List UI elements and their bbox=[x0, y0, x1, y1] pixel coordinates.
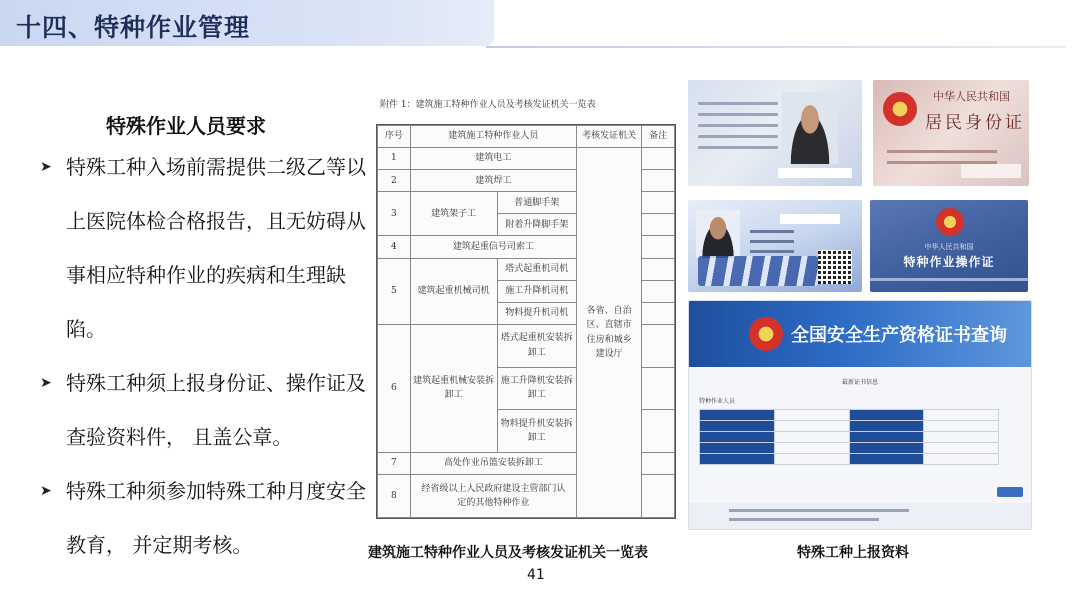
cell-no: 4 bbox=[378, 236, 411, 258]
cell-subitem: 塔式起重机司机 bbox=[497, 258, 576, 280]
national-emblem-icon bbox=[749, 317, 783, 351]
page-title: 十四、特种作业管理 bbox=[16, 13, 251, 42]
cell-remark bbox=[642, 170, 675, 192]
cell-no: 3 bbox=[378, 192, 411, 236]
query-banner bbox=[689, 301, 1031, 367]
photos-caption: 特殊工种上报资料 bbox=[797, 545, 909, 561]
redaction-block bbox=[961, 164, 1021, 178]
id-card-title-text: 居民身份证 bbox=[925, 113, 1025, 133]
cell-no: 7 bbox=[378, 453, 411, 475]
annex-table bbox=[377, 125, 675, 518]
cell-remark bbox=[642, 475, 675, 518]
query-info-grid bbox=[699, 409, 999, 465]
query-print-button bbox=[997, 487, 1023, 497]
table-row bbox=[378, 148, 675, 170]
cell-remark bbox=[642, 192, 675, 214]
bullet-item bbox=[40, 140, 372, 356]
op-card-country-text: 中华人民共和国 bbox=[924, 243, 974, 251]
bullet-item bbox=[40, 356, 372, 464]
qr-code-icon bbox=[818, 250, 852, 284]
query-site-title: 全国安全生产资格证书查询 bbox=[791, 325, 1007, 346]
portrait-image bbox=[696, 210, 740, 258]
redacted-text-lines bbox=[698, 102, 778, 157]
title-bar bbox=[0, 0, 494, 46]
cell-group: 建筑起重机械司机 bbox=[410, 258, 497, 324]
col-header: 序号 bbox=[378, 126, 411, 148]
cell-no: 6 bbox=[378, 324, 411, 452]
cell-group: 建筑起重机械安装拆卸工 bbox=[410, 324, 497, 452]
bullet-text: 特殊工种须参加特殊工种月度安全教育， 并定期考核。 bbox=[66, 479, 366, 557]
query-subtitle: 最新证书信息 bbox=[841, 379, 878, 386]
col-header: 备注 bbox=[642, 126, 675, 148]
cell-subitem: 物料提升机司机 bbox=[497, 302, 576, 324]
query-footer bbox=[689, 503, 1031, 529]
col-header: 建筑施工特种作业人员 bbox=[410, 126, 576, 148]
certificate-query-screenshot bbox=[688, 300, 1032, 530]
bullet-item bbox=[40, 464, 372, 572]
redaction-block bbox=[780, 214, 840, 224]
annex-title: 附件 1：建筑施工特种作业人员及考核发证机关一览表 bbox=[380, 100, 596, 110]
portrait-image bbox=[782, 92, 838, 164]
card-watermark-logo bbox=[698, 256, 818, 286]
cell-name: 建筑焊工 bbox=[410, 170, 576, 192]
cell-no: 8 bbox=[378, 475, 411, 518]
title-divider bbox=[486, 46, 1066, 48]
cell-name: 建筑起重信号司索工 bbox=[410, 236, 576, 258]
redaction-block bbox=[778, 168, 852, 178]
query-section-label: 特种作业人员 bbox=[699, 398, 736, 405]
cell-authority: 各省、自治区、直辖市住房和城乡建设厅 bbox=[576, 148, 641, 518]
cell-no: 5 bbox=[378, 258, 411, 324]
cell-remark bbox=[642, 410, 675, 453]
op-card-title-text: 特种作业操作证 bbox=[903, 255, 995, 269]
cell-subitem: 施工升降机安装拆卸工 bbox=[497, 367, 576, 410]
card-stripe bbox=[870, 278, 1028, 281]
operation-card-cover-photo bbox=[870, 200, 1028, 292]
cell-remark bbox=[642, 148, 675, 170]
operation-card-front-photo bbox=[688, 200, 862, 292]
national-emblem-icon bbox=[936, 208, 964, 236]
cell-name: 高处作业吊篮安装拆卸工 bbox=[410, 453, 576, 475]
cell-remark bbox=[642, 453, 675, 475]
section-heading: 特殊作业人员要求 bbox=[106, 114, 266, 138]
cell-subitem: 普通脚手架 bbox=[497, 192, 576, 214]
id-card-front-photo bbox=[688, 80, 862, 186]
cell-subitem: 施工升降机司机 bbox=[497, 280, 576, 302]
cell-remark bbox=[642, 258, 675, 280]
cell-no: 1 bbox=[378, 148, 411, 170]
annex-table-image bbox=[376, 124, 676, 519]
arrow-bullet-icon: ➤ bbox=[40, 375, 52, 391]
arrow-bullet-icon: ➤ bbox=[40, 483, 52, 499]
query-content bbox=[699, 373, 1021, 465]
cell-remark bbox=[642, 236, 675, 258]
table-caption: 建筑施工特种作业人员及考核发证机关一览表 bbox=[368, 545, 648, 561]
cell-group: 建筑架子工 bbox=[410, 192, 497, 236]
cell-remark bbox=[642, 302, 675, 324]
national-emblem-icon bbox=[883, 92, 917, 126]
cell-no: 2 bbox=[378, 170, 411, 192]
cell-remark bbox=[642, 324, 675, 367]
table-header-row bbox=[378, 126, 675, 148]
cell-subitem: 塔式起重机安装拆卸工 bbox=[497, 324, 576, 367]
cell-name: 建筑电工 bbox=[410, 148, 576, 170]
cell-remark bbox=[642, 280, 675, 302]
bullet-text: 特殊工种入场前需提供二级乙等以上医院体检合格报告，且无妨碍从事相应特种作业的疾病和生理缺陷。 bbox=[66, 155, 366, 341]
cell-subitem: 附着升降脚手架 bbox=[497, 214, 576, 236]
page-number: 41 bbox=[527, 567, 545, 583]
cell-name: 经省级以上人民政府建设主管部门认定的其他特种作业 bbox=[410, 475, 576, 518]
col-header: 考核发证机关 bbox=[576, 126, 641, 148]
bullet-text: 特殊工种须上报身份证、操作证及查验资料件， 且盖公章。 bbox=[66, 371, 366, 449]
arrow-bullet-icon: ➤ bbox=[40, 159, 52, 175]
cell-subitem: 物料提升机安装拆卸工 bbox=[497, 410, 576, 453]
id-card-country-text: 中华人民共和国 bbox=[933, 90, 1010, 103]
cell-remark bbox=[642, 367, 675, 410]
cell-remark bbox=[642, 214, 675, 236]
id-card-back-photo bbox=[873, 80, 1029, 186]
